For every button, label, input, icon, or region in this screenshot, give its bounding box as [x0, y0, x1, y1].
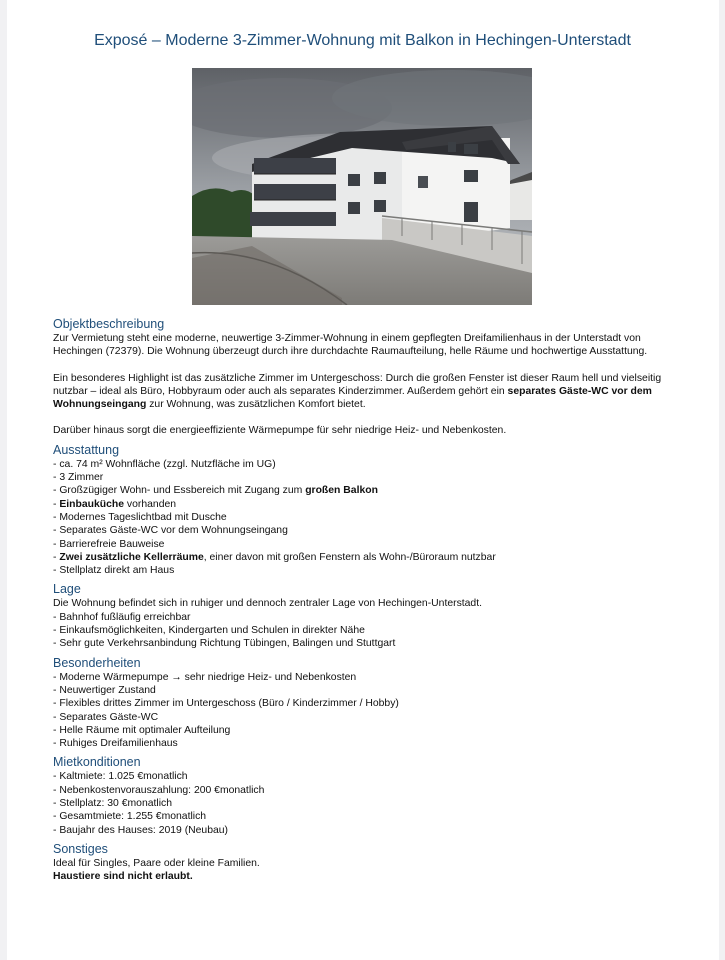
sonstiges-line-2: Haustiere sind nicht erlaubt.	[53, 871, 193, 883]
document-title: Exposé – Moderne 3-Zimmer-Wohnung mit Balkon in Hechingen-Unterstadt	[94, 32, 631, 49]
list-item: - Nebenkostenvorauszahlung: 200 €monatlich	[53, 784, 265, 796]
objekt-paragraph-1: Zur Vermietung steht eine moderne, neuwertige 3-Zimmer-Wohnung in einem gepflegten Dreifamilienhaus in der Unterstadt von Hechingen (72379). Die Wohnung überzeugt durch ihre durchdachte Raumaufteilung, helle Räume und hochwertige Ausstattung.	[53, 333, 648, 358]
list-item: - Kaltmiete: 1.025 €monatlich	[53, 771, 188, 783]
page-edge-left	[0, 0, 7, 960]
list-item: - Moderne Wärmepumpe → sehr niedrige Heiz- und Nebenkosten	[53, 671, 357, 683]
list-item: - Ruhiges Dreifamilienhaus	[53, 738, 178, 750]
heading-lage: Lage	[53, 582, 81, 597]
objekt-paragraph-2: Ein besonderes Highlight ist das zusätzliche Zimmer im Untergeschoss: Durch die großen Fenster ist dieser Raum hell und vielseitig nutzbar – ideal als Büro, Hobbyraum oder auch als separates Kinderzimmer. Außerdem gehört ein separates Gäste-WC vor dem Wohnungseingang zur Wohnung, was zusätzlichen Komfort bietet.	[53, 372, 662, 411]
list-item: - Modernes Tageslichtbad mit Dusche	[53, 511, 227, 523]
list-item: - Einbauküche vorhanden	[53, 498, 177, 510]
list-item: - Bahnhof fußläufig erreichbar	[53, 611, 191, 623]
list-item: - Stellplatz direkt am Haus	[53, 565, 175, 577]
list-item: - ca. 74 m² Wohnfläche (zzgl. Nutzfläche im UG)	[53, 458, 276, 470]
list-item: - 3 Zimmer	[53, 472, 104, 484]
content	[53, 316, 693, 884]
sonstiges-line-1: Ideal für Singles, Paare oder kleine Familien.	[53, 857, 260, 869]
list-item: - Einkaufsmöglichkeiten, Kindergarten und Schulen in direkter Nähe	[53, 625, 365, 637]
list-item: - Baujahr des Hauses: 2019 (Neubau)	[53, 824, 229, 836]
list-item: - Neuwertiger Zustand	[53, 684, 156, 696]
list-item: - Sehr gute Verkehrsanbindung Richtung Tübingen, Balingen und Stuttgart	[53, 638, 396, 650]
page-edge-right	[719, 0, 725, 960]
list-item: - Zwei zusätzliche Kellerräume, einer davon mit großen Fenstern als Wohn-/Büroraum nutzbar	[53, 551, 496, 563]
list-item: - Flexibles drittes Zimmer im Untergeschoss (Büro / Kinderzimmer / Hobby)	[53, 698, 399, 710]
objekt-paragraph-3: Darüber hinaus sorgt die energieeffiziente Wärmepumpe für sehr niedrige Heiz- und Nebenkosten.	[53, 425, 507, 437]
heading-mietkonditionen: Mietkonditionen	[53, 755, 141, 770]
lage-intro: Die Wohnung befindet sich in ruhiger und dennoch zentraler Lage von Hechingen-Unterstadt.	[53, 598, 482, 610]
list-item: - Separates Gäste-WC vor dem Wohnungseingang	[53, 525, 288, 537]
list-item: - Großzügiger Wohn- und Essbereich mit Zugang zum großen Balkon	[53, 485, 378, 497]
list-item: - Separates Gäste-WC	[53, 711, 159, 723]
list-item: - Gesamtmiete: 1.255 €monatlich	[53, 811, 207, 823]
heading-ausstattung: Ausstattung	[53, 442, 120, 457]
heading-besonderheiten: Besonderheiten	[53, 655, 141, 670]
list-item: - Barrierefreie Bauweise	[53, 538, 165, 550]
house-photo	[192, 68, 532, 305]
list-item: - Helle Räume mit optimaler Aufteilung	[53, 724, 231, 736]
heading-sonstiges: Sonstiges	[53, 841, 108, 856]
heading-objektbeschreibung: Objektbeschreibung	[53, 317, 165, 331]
list-item: - Stellplatz: 30 €monatlich	[53, 798, 172, 810]
